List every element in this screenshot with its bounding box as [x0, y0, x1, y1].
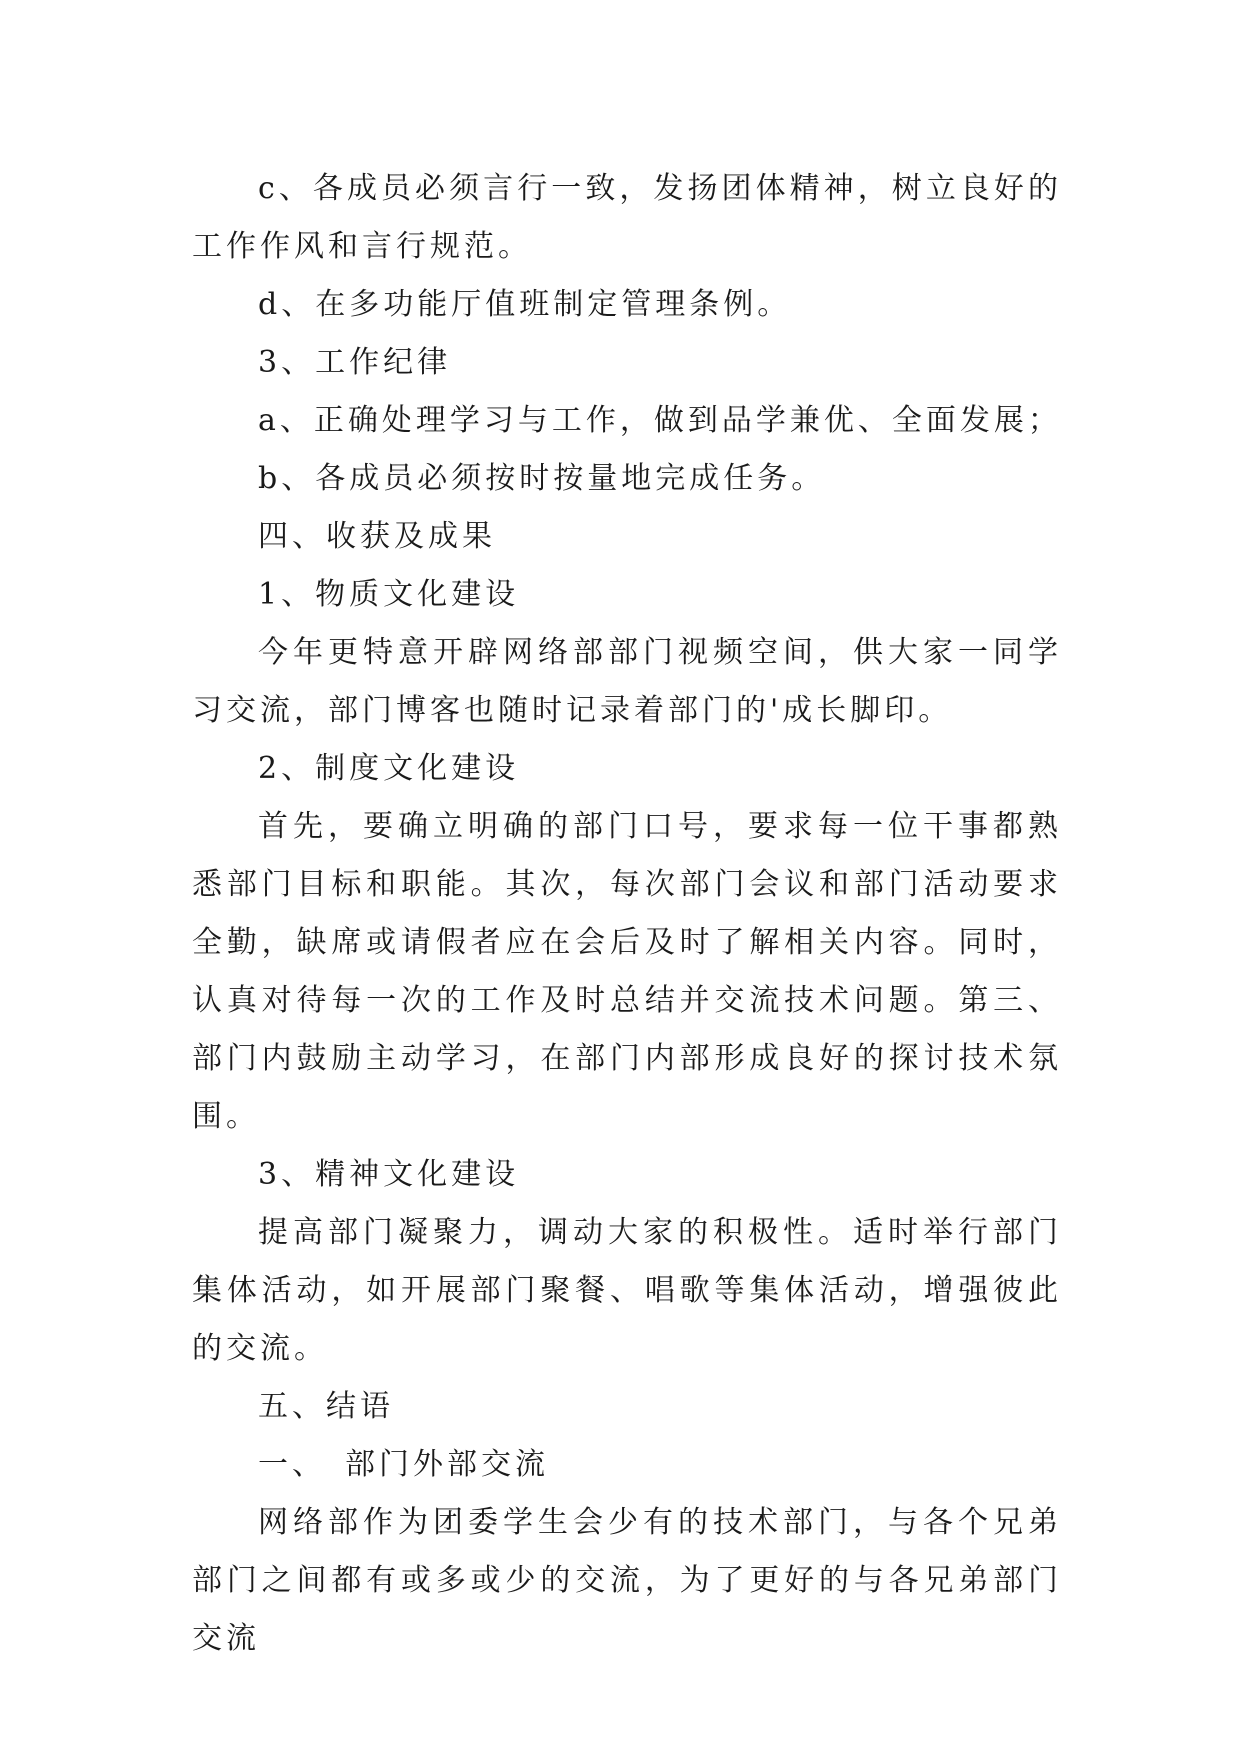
section-heading-gains: 四、收获及成果 — [258, 519, 496, 554]
subheading-external-exchange: 一、 部门外部交流 — [258, 1447, 549, 1482]
section-heading-work-discipline: 3、工作纪律 — [258, 345, 452, 380]
paragraph-6: 首先，要确立明确的部门口号，要求每一位干事都熟悉部门目标和职能。其次，每次部门会议和部门活动要求全勤，缺席或请假者应在会后及时了解相关内容。同时，认真对待每一次的工作及时总结并交流技术问题。第三、部门内鼓励主动学习，在部门内部形成良好的探讨技术氛围。 — [192, 809, 1062, 1134]
subheading-system-culture: 2、制度文化建设 — [258, 751, 520, 786]
paragraph-2: d、在多功能厅值班制定管理条例。 — [258, 287, 792, 322]
paragraph-7: 提高部门凝聚力，调动大家的积极性。适时举行部门集体活动，如开展部门聚餐、唱歌等集体活动，增强彼此的交流。 — [192, 1215, 1062, 1366]
paragraph-5: 今年更特意开辟网络部部门视频空间，供大家一同学习交流，部门博客也随时记录着部门的'成长脚印。 — [192, 635, 1062, 728]
paragraph-8: 网络部作为团委学生会少有的技术部门，与各个兄弟部门之间都有或多或少的交流，为了更好的与各兄弟部门交流 — [192, 1505, 1062, 1656]
paragraph-4: b、各成员必须按时按量地完成任务。 — [258, 461, 826, 496]
paragraph-3: a、正确处理学习与工作，做到品学兼优、全面发展； — [258, 403, 1062, 438]
subheading-material-culture: 1、物质文化建设 — [258, 577, 520, 612]
subheading-spirit-culture: 3、精神文化建设 — [258, 1157, 520, 1192]
document-body — [192, 160, 1062, 1668]
section-heading-conclusion: 五、结语 — [258, 1389, 394, 1424]
paragraph-1: c、各成员必须言行一致，发扬团体精神，树立良好的工作作风和言行规范。 — [192, 171, 1062, 264]
